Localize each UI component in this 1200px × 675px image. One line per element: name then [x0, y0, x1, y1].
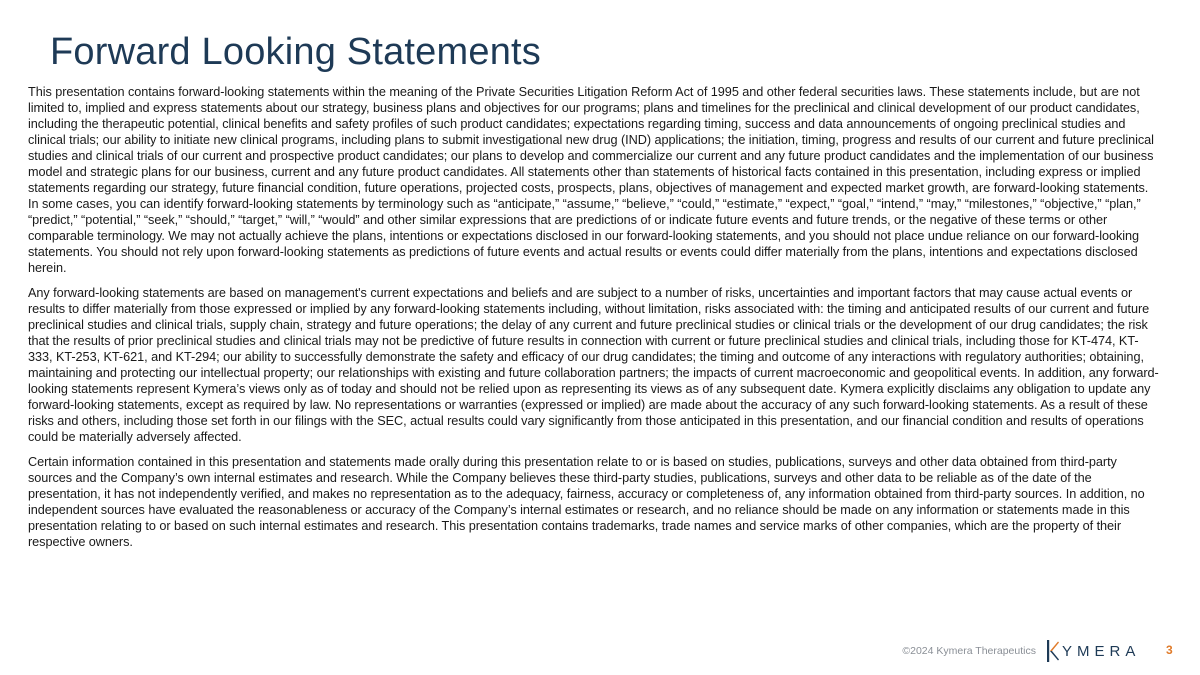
disclaimer-paragraph-1: This presentation contains forward-looking statements within the meaning of the Private Securities Litigation Reform Act of 1995 and other federal securities laws. These statements include, but are not limited to, implied and express statements about our strategy, business plans and objectives for our programs; plans and timelines for the preclinical and clinical development of our product candidates, including the therapeutic potential, clinical benefits and safety profiles of such product candidates; expectations regarding timing, success and data announcements of ongoing preclinical studies and clinical trials; our ability to initiate new clinical programs, including plans to submit investigational new drug (IND) applications; the initiation, timing, progress and results of our current and future preclinical studies and clinical trials of our current and prospective product candidates; our plans to develop and commercialize our current and any future product candidates and the implementation of our business model and strategic plans for our business, current and any future product candidates. All statements other than statements of historical facts contained in this presentation, including express or implied statements regarding our strategy, future financial condition, future operations, projected costs, prospects, plans, objectives of management and expected market growth, are forward-looking statements. In some cases, you can identify forward-looking statements by terminology such as “anticipate,” “assume,” “believe,” “could,” “estimate,” “expect,” “goal,” “intend,” “may,” “milestones,” “objective,” “plan,” “predict,” “potential,” “seek,” “should,” “target,” “will,” “would” and other similar expressions that are predictions of or indicate future events and future trends, or the negative of these terms or other comparable terminology. We may not actually achieve the plans, intentions or expectations disclosed in our forward-looking statements, and you should not place undue reliance on our forward-looking statements. You should not rely upon forward-looking statements as predictions of future events and actual results or events could differ materially from the plans, intentions and expectations disclosed herein. — [28, 85, 1154, 275]
slide-footer — [0, 636, 1200, 668]
page-title: Forward Looking Statements — [50, 31, 541, 73]
disclaimer-paragraph-3: Certain information contained in this presentation and statements made orally during this presentation relate to or is based on studies, publications, surveys and other data obtained from third-party sources and the Company’s own internal estimates and research. While the Company believes these third-party studies, publications, surveys and other data to be reliable as of the date of the presentation, it has not independently verified, and makes no representation as to the adequacy, fairness, accuracy or completeness of, any information obtained from third-party sources. In addition, no independent sources have evaluated the reasonableness or accuracy of the Company’s internal estimates or research, and no reliance should be made on any information or statements made in this presentation relating to or based on such internal estimates and research. This presentation contains trademarks, trade names and service marks of other companies, which are the property of their respective owners. — [28, 455, 1145, 549]
company-logo — [1047, 639, 1140, 663]
disclaimer-body — [28, 84, 1160, 559]
disclaimer-paragraph-2: Any forward-looking statements are based on management's current expectations and beliefs and are subject to a number of risks, uncertainties and important factors that may cause actual events or results to differ materially from those expressed or implied by any forward-looking statements including, without limitation, risks associated with: the timing and anticipated results of our current and future preclinical studies and clinical trials, supply chain, strategy and future operations; the delay of any current and future preclinical studies or clinical trials or the development of our drug candidates; the risk that the results of prior preclinical studies and clinical trials may not be predictive of future results in connection with current or future preclinical studies and clinical trials, including those for KT-474, KT-333, KT-253, KT-621, and KT-294; our ability to successfully demonstrate the safety and efficacy of our drug candidates; the timing and outcome of any interactions with regulatory authorities; obtaining, maintaining and protecting our intellectual property; our relationships with existing and future collaboration partners; the impacts of current macroeconomic and geopolitical events. In addition, any forward-looking statements represent Kymera’s views only as of today and should not be relied upon as representing its views as of any subsequent date. Kymera explicitly disclaims any obligation to update any forward-looking statements, except as required by law. No representations or warranties (expressed or implied) are made about the accuracy of any such forward-looking statements. As a result of these risks and others, including those set forth in our filings with the SEC, actual results could vary significantly from those anticipated in this presentation, and our financial condition and results of operations could be materially adversely affected. — [28, 286, 1159, 444]
kymera-k-logo-icon — [1047, 640, 1059, 662]
page-number: 3 — [1166, 643, 1173, 657]
logo-wordmark: YMERA — [1062, 642, 1141, 660]
copyright-text: ©2024 Kymera Therapeutics — [902, 645, 1036, 657]
